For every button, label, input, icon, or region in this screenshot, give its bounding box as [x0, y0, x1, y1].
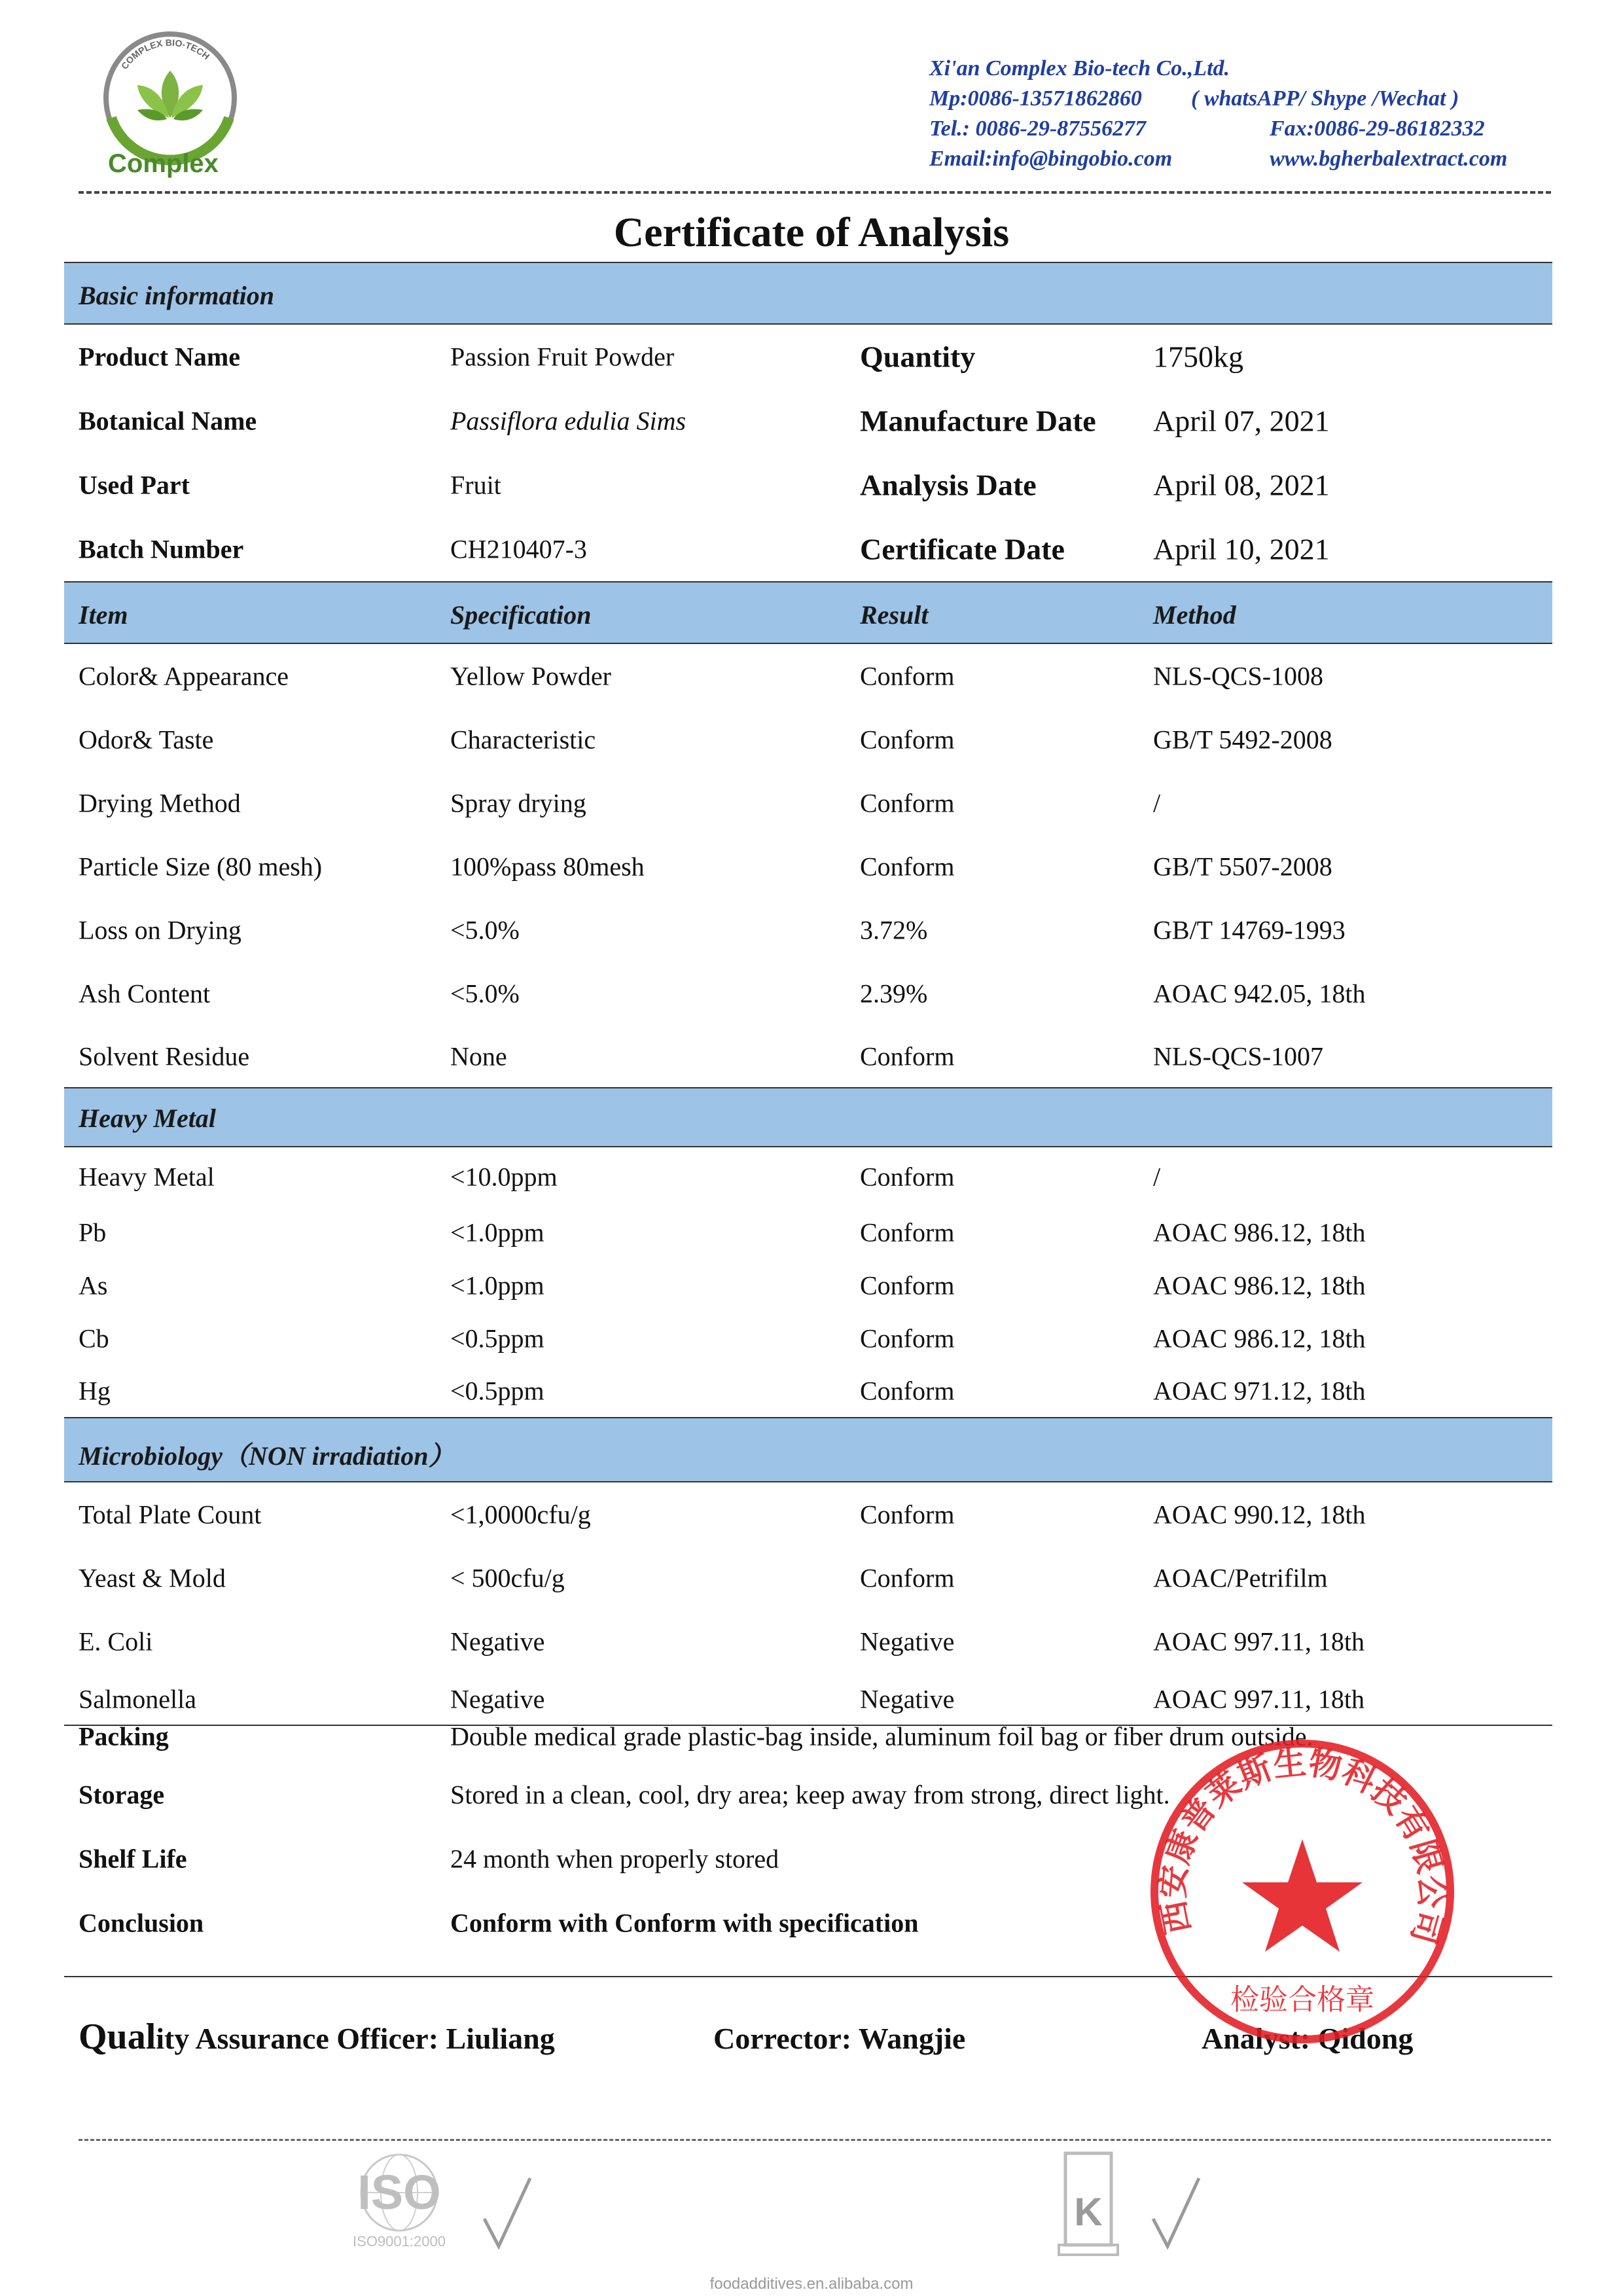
item-cell: Pb	[79, 1217, 107, 1247]
k-letter: K	[1074, 2190, 1103, 2234]
result-cell: Conform	[860, 1376, 955, 1406]
table-row	[64, 1025, 1552, 1087]
result-cell: Conform	[860, 1162, 955, 1192]
logo-arc-text: COMPLEX BIO-TECH	[118, 37, 212, 71]
result-cell: Negative	[860, 1684, 955, 1714]
result-cell: Conform	[860, 1323, 955, 1354]
item-cell: As	[79, 1270, 108, 1300]
result-cell: Conform	[860, 1499, 955, 1530]
method-cell: GB/T 5507-2008	[1153, 852, 1332, 881]
column-specification: Specification	[450, 600, 592, 630]
result-cell: 2.39%	[860, 978, 928, 1008]
spec-cell: <5.0%	[450, 978, 520, 1008]
result-cell: Conform	[860, 1270, 955, 1300]
basic-value: Fruit	[450, 470, 501, 500]
spec-cell: Negative	[450, 1626, 545, 1657]
basic-value-2: 1750kg	[1153, 340, 1243, 374]
item-cell: Particle Size (80 mesh)	[79, 852, 323, 881]
basic-value: Passiflora edulia Sims	[450, 406, 687, 436]
table-row	[64, 898, 1552, 961]
basic-label-2: Quantity	[860, 340, 976, 374]
iso-text: ISO	[357, 2165, 441, 2219]
table-row	[64, 708, 1552, 771]
table-row	[64, 834, 1552, 898]
item-cell: Heavy Metal	[79, 1162, 215, 1192]
info-label: Shelf Life	[79, 1844, 187, 1874]
basic-label: Product Name	[79, 342, 240, 372]
website: www.bgherbalextract.com	[1270, 147, 1508, 171]
table-row	[64, 1206, 1552, 1259]
result-cell: Negative	[860, 1626, 955, 1657]
section-microbiology	[64, 1417, 1552, 1482]
analyst-signature: Analyst: Qidong	[1202, 2022, 1414, 2055]
method-cell: AOAC 997.11, 18th	[1153, 1626, 1364, 1657]
section-heavy-metal	[64, 1087, 1552, 1147]
column-header-row	[64, 581, 1552, 644]
corrector-signature: Corrector: Wangjie	[713, 2022, 966, 2055]
table-row	[64, 1547, 1552, 1609]
info-label: Conclusion	[79, 1908, 204, 1938]
spec-cell: <5.0%	[450, 915, 520, 944]
result-cell: Conform	[860, 1217, 955, 1247]
section-heading: Microbiology（NON irradiation）	[79, 1441, 455, 1471]
spec-cell: Spray drying	[450, 788, 586, 817]
section-heading: Heavy Metal	[79, 1103, 216, 1133]
basic-row	[64, 325, 1552, 389]
item-cell: Salmonella	[79, 1684, 196, 1714]
table-row	[64, 1482, 1552, 1547]
item-cell: E. Coli	[79, 1626, 153, 1657]
qa-rest: ity Assurance Officer: Liuliang	[156, 2022, 555, 2055]
spec-cell: <1,0000cfu/g	[450, 1499, 591, 1530]
method-cell: AOAC 971.12, 18th	[1153, 1376, 1366, 1406]
result-cell: 3.72%	[860, 915, 928, 944]
seal-bottom-text: 检验合格章	[1230, 1983, 1374, 2017]
column-item: Item	[79, 600, 128, 630]
fax-number: Fax:0086-29-86182332	[1270, 117, 1485, 141]
header-divider	[79, 191, 1551, 194]
info-value: Stored in a clean, cool, dry area; keep away from strong, direct light.	[450, 1780, 1170, 1810]
iso-standard: ISO9001:2000	[353, 2233, 446, 2250]
table-row	[64, 961, 1552, 1025]
basic-row	[64, 517, 1552, 581]
spec-cell: Negative	[450, 1684, 545, 1714]
basic-row	[64, 453, 1552, 517]
basic-label: Used Part	[79, 470, 190, 500]
result-cell: Conform	[860, 852, 955, 881]
table-row	[64, 771, 1552, 834]
spec-cell: <0.5ppm	[450, 1323, 544, 1354]
method-cell: AOAC/Petrifilm	[1153, 1563, 1328, 1593]
result-cell: Conform	[860, 1563, 955, 1593]
footer-divider	[79, 2139, 1551, 2141]
analysis-table	[64, 262, 1552, 1977]
method-cell: AOAC 986.12, 18th	[1153, 1217, 1366, 1247]
spec-cell: Yellow Powder	[450, 661, 611, 691]
basic-value: CH210407-3	[450, 534, 587, 564]
spec-cell: <0.5ppm	[450, 1376, 544, 1406]
column-method: Method	[1153, 600, 1236, 630]
item-cell: Drying Method	[79, 788, 241, 817]
table-row	[64, 1147, 1552, 1206]
method-cell: NLS-QCS-1007	[1153, 1041, 1324, 1071]
table-row	[64, 1312, 1552, 1365]
basic-label-2: Manufacture Date	[860, 404, 1096, 438]
basic-label: Batch Number	[79, 534, 244, 564]
seal-ring-text: 西安康普莱斯生物科技有限公司	[1153, 1743, 1451, 1948]
info-value: Conform with Conform with specification	[450, 1908, 919, 1938]
item-cell: Hg	[79, 1376, 111, 1406]
item-cell: Solvent Residue	[79, 1041, 250, 1071]
item-cell: Odor& Taste	[79, 725, 214, 754]
spec-cell: <10.0ppm	[450, 1162, 558, 1192]
method-cell: AOAC 997.11, 18th	[1153, 1684, 1364, 1714]
basic-value: Passion Fruit Powder	[450, 342, 675, 372]
method-cell: AOAC 942.05, 18th	[1153, 978, 1366, 1008]
section-heading: Basic information	[79, 281, 274, 310]
method-cell: /	[1153, 1162, 1161, 1192]
spec-cell: <1.0ppm	[450, 1217, 544, 1247]
basic-value-2: April 08, 2021	[1153, 468, 1330, 502]
method-cell: AOAC 990.12, 18th	[1153, 1499, 1366, 1530]
contact-block	[929, 54, 1508, 174]
basic-row	[64, 389, 1552, 453]
checkmark-icon	[478, 2173, 537, 2251]
result-cell: Conform	[860, 725, 955, 754]
method-cell: GB/T 14769-1993	[1153, 915, 1346, 944]
result-cell: Conform	[860, 788, 955, 817]
iso-certification-icon	[340, 2147, 458, 2251]
qa-initial: Qual	[79, 2017, 156, 2057]
result-cell: Conform	[860, 1041, 955, 1071]
item-cell: Yeast & Mold	[79, 1563, 226, 1593]
item-cell: Cb	[79, 1323, 109, 1354]
email: Email:info@bingobio.com	[929, 147, 1173, 171]
footer-watermark: foodadditives.en.alibaba.com	[709, 2275, 914, 2293]
company-name: Xi'an Complex Bio-tech Co.,Ltd.	[929, 56, 1230, 81]
column-result: Result	[860, 600, 929, 630]
method-cell: /	[1153, 788, 1161, 817]
checkmark-icon	[1147, 2173, 1205, 2251]
table-row	[64, 644, 1552, 708]
table-row	[64, 1609, 1552, 1674]
result-cell: Conform	[860, 661, 955, 691]
info-value: 24 month when properly stored	[450, 1844, 779, 1874]
spec-cell: Characteristic	[450, 725, 596, 754]
item-cell: Ash Content	[79, 978, 211, 1008]
logo-text: Complex	[108, 149, 219, 178]
basic-label-2: Analysis Date	[860, 468, 1037, 502]
basic-label: Botanical Name	[79, 406, 257, 436]
item-cell: Loss on Drying	[79, 915, 241, 944]
spec-cell: <1.0ppm	[450, 1270, 544, 1300]
table-row	[64, 1674, 1552, 1725]
info-value: Double medical grade plastic-bag inside, aluminum foil bag or fiber drum outside.	[450, 1721, 1313, 1751]
spec-cell: < 500cfu/g	[450, 1563, 565, 1593]
method-cell: NLS-QCS-1008	[1153, 661, 1324, 691]
basic-label-2: Certificate Date	[860, 532, 1065, 566]
basic-value-2: April 07, 2021	[1153, 404, 1330, 438]
telephone: Tel.: 0086-29-87556277	[929, 117, 1147, 141]
spec-cell: 100%pass 80mesh	[450, 852, 645, 881]
table-row	[64, 1365, 1552, 1417]
method-cell: AOAC 986.12, 18th	[1153, 1323, 1366, 1354]
item-cell: Color& Appearance	[79, 661, 289, 691]
item-cell: Total Plate Count	[79, 1499, 262, 1530]
mobile-number: Mp:0086-13571862860	[929, 86, 1142, 111]
company-seal	[1145, 1734, 1459, 2049]
messaging-apps: ( whatsAPP/ Shype /Wechat )	[1191, 86, 1459, 111]
section-basic-information	[64, 262, 1552, 325]
basic-value-2: April 10, 2021	[1153, 532, 1330, 566]
spec-cell: None	[450, 1041, 507, 1071]
info-label: Storage	[79, 1780, 165, 1810]
k-certification-icon	[1046, 2147, 1131, 2258]
document-title: Certificate of Analysis	[613, 209, 1010, 255]
qa-officer-signature	[79, 2016, 555, 2058]
method-cell: GB/T 5492-2008	[1153, 725, 1332, 754]
info-label: Packing	[79, 1721, 169, 1751]
method-cell: AOAC 986.12, 18th	[1153, 1270, 1366, 1300]
table-row	[64, 1259, 1552, 1312]
